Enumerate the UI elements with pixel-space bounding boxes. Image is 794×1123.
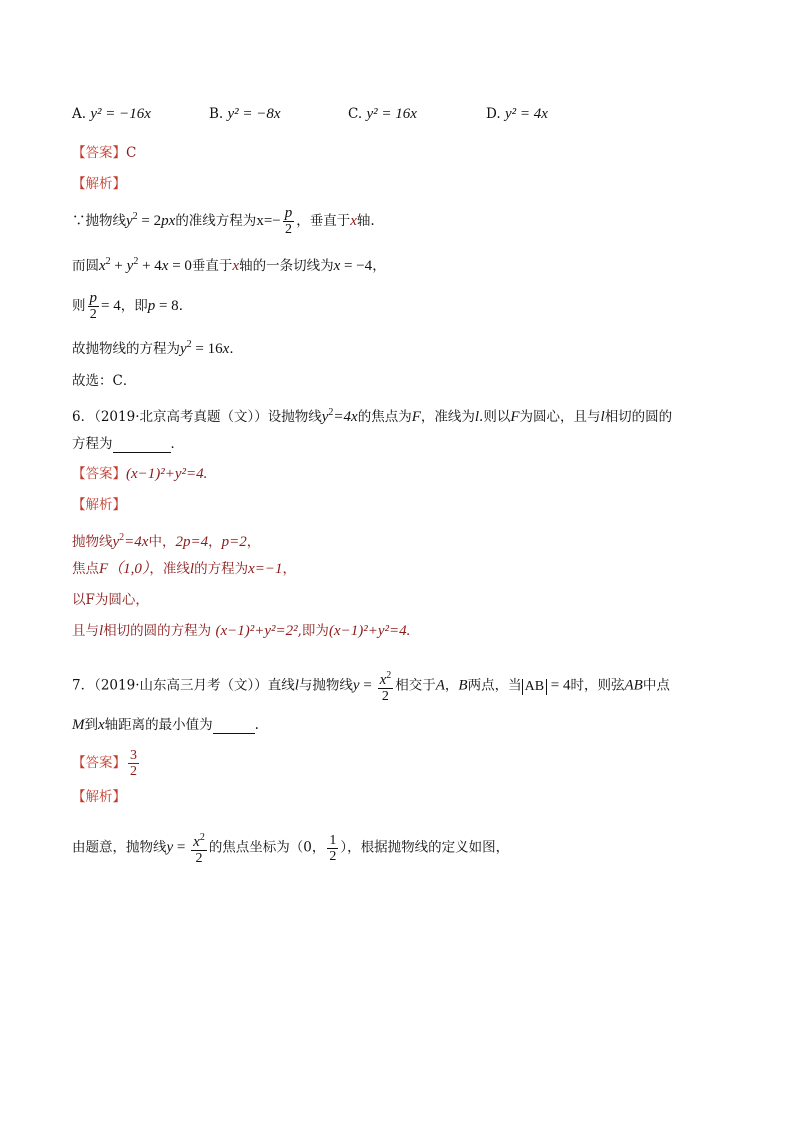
option-d: D. y² = 4x [486, 106, 548, 122]
q5-answer-value: C [126, 145, 137, 161]
q7-stem-line-1: 7．（2019·山东高三月考（文））直线l与抛物线y = $\frac{x^2}{2}$ 相交于A，B两点，当 AB = 4时，则弦AB中点 [72, 670, 670, 704]
option-b: B. y² = −8x [209, 106, 281, 122]
answer-blank [113, 438, 171, 453]
q7-stem-line-2: M到x轴距离的最小值为 . [72, 717, 259, 733]
q6-answer: 【答案】(x−1)²+y²=4. [72, 466, 208, 482]
answer-blank [213, 719, 255, 734]
q6-analysis-line-3: 以F为圆心， [72, 592, 149, 608]
option-b-equation: y² = −8x [227, 106, 281, 122]
q6-analysis-line-1: 抛物线$y^2=4x$中，2p=4，p=2， [72, 532, 261, 550]
option-a: A. y² = −16x [72, 106, 151, 122]
option-d-equation: y² = 4x [504, 106, 548, 122]
option-c-equation: y² = 16x [366, 106, 417, 122]
q6-stem-line-2: 方程为 ． [72, 436, 184, 452]
q5-analysis-line-4: 故抛物线的方程为$y^2 = 16x$． [72, 339, 243, 357]
q5-answer: 【答案】C [72, 145, 137, 161]
q5-analysis-tag: 【解析】 [72, 176, 126, 192]
q6-analysis-tag: 【解析】 [72, 497, 126, 513]
q6-analysis-line-4: 且与l相切的圆的方程为 (x−1)²+y²=2²,即为(x−1)²+y²=4. [72, 623, 411, 639]
option-a-equation: y² = −16x [90, 106, 151, 122]
q6-answer-value: (x−1)²+y²=4. [126, 466, 208, 482]
q6-analysis-line-2: 焦点F（1,0），准线l的方程为x=−1， [72, 561, 296, 577]
q7-analysis-line-1: 由题意，抛物线y = $\frac{x^2}{2}$ 的焦点坐标为（0， $\frac{1}{2}$ ），根据抛物线的定义如图， [72, 832, 510, 866]
q5-analysis-line-2: 而圆$x^2 + y^2 + 4x = 0$垂直于x轴的一条切线为x = −4， [72, 256, 386, 274]
q7-answer-value: $\frac{3}{2}$ [130, 748, 137, 779]
q5-analysis-line-1: ∵抛物线$y^2 = 2px$的准线方程为x=− $\frac{p}{2}$ ，垂直于x轴. [72, 205, 375, 237]
q7-analysis-tag: 【解析】 [72, 789, 126, 805]
q6-stem-line-1: 6．（2019·北京高考真题（文））设抛物线$y^2=4x$的焦点为F，准线为l.则以F为圆心，且与l相切的圆的 [72, 407, 673, 425]
q5-conclusion: 故选：C． [72, 373, 137, 389]
option-c: C. y² = 16x [348, 106, 417, 122]
q5-analysis-line-3: 则 $\frac{p}{2}$ = 4，即p = 8． [72, 290, 193, 322]
q7-answer: 【答案】 $\frac{3}{2}$ [72, 748, 137, 779]
